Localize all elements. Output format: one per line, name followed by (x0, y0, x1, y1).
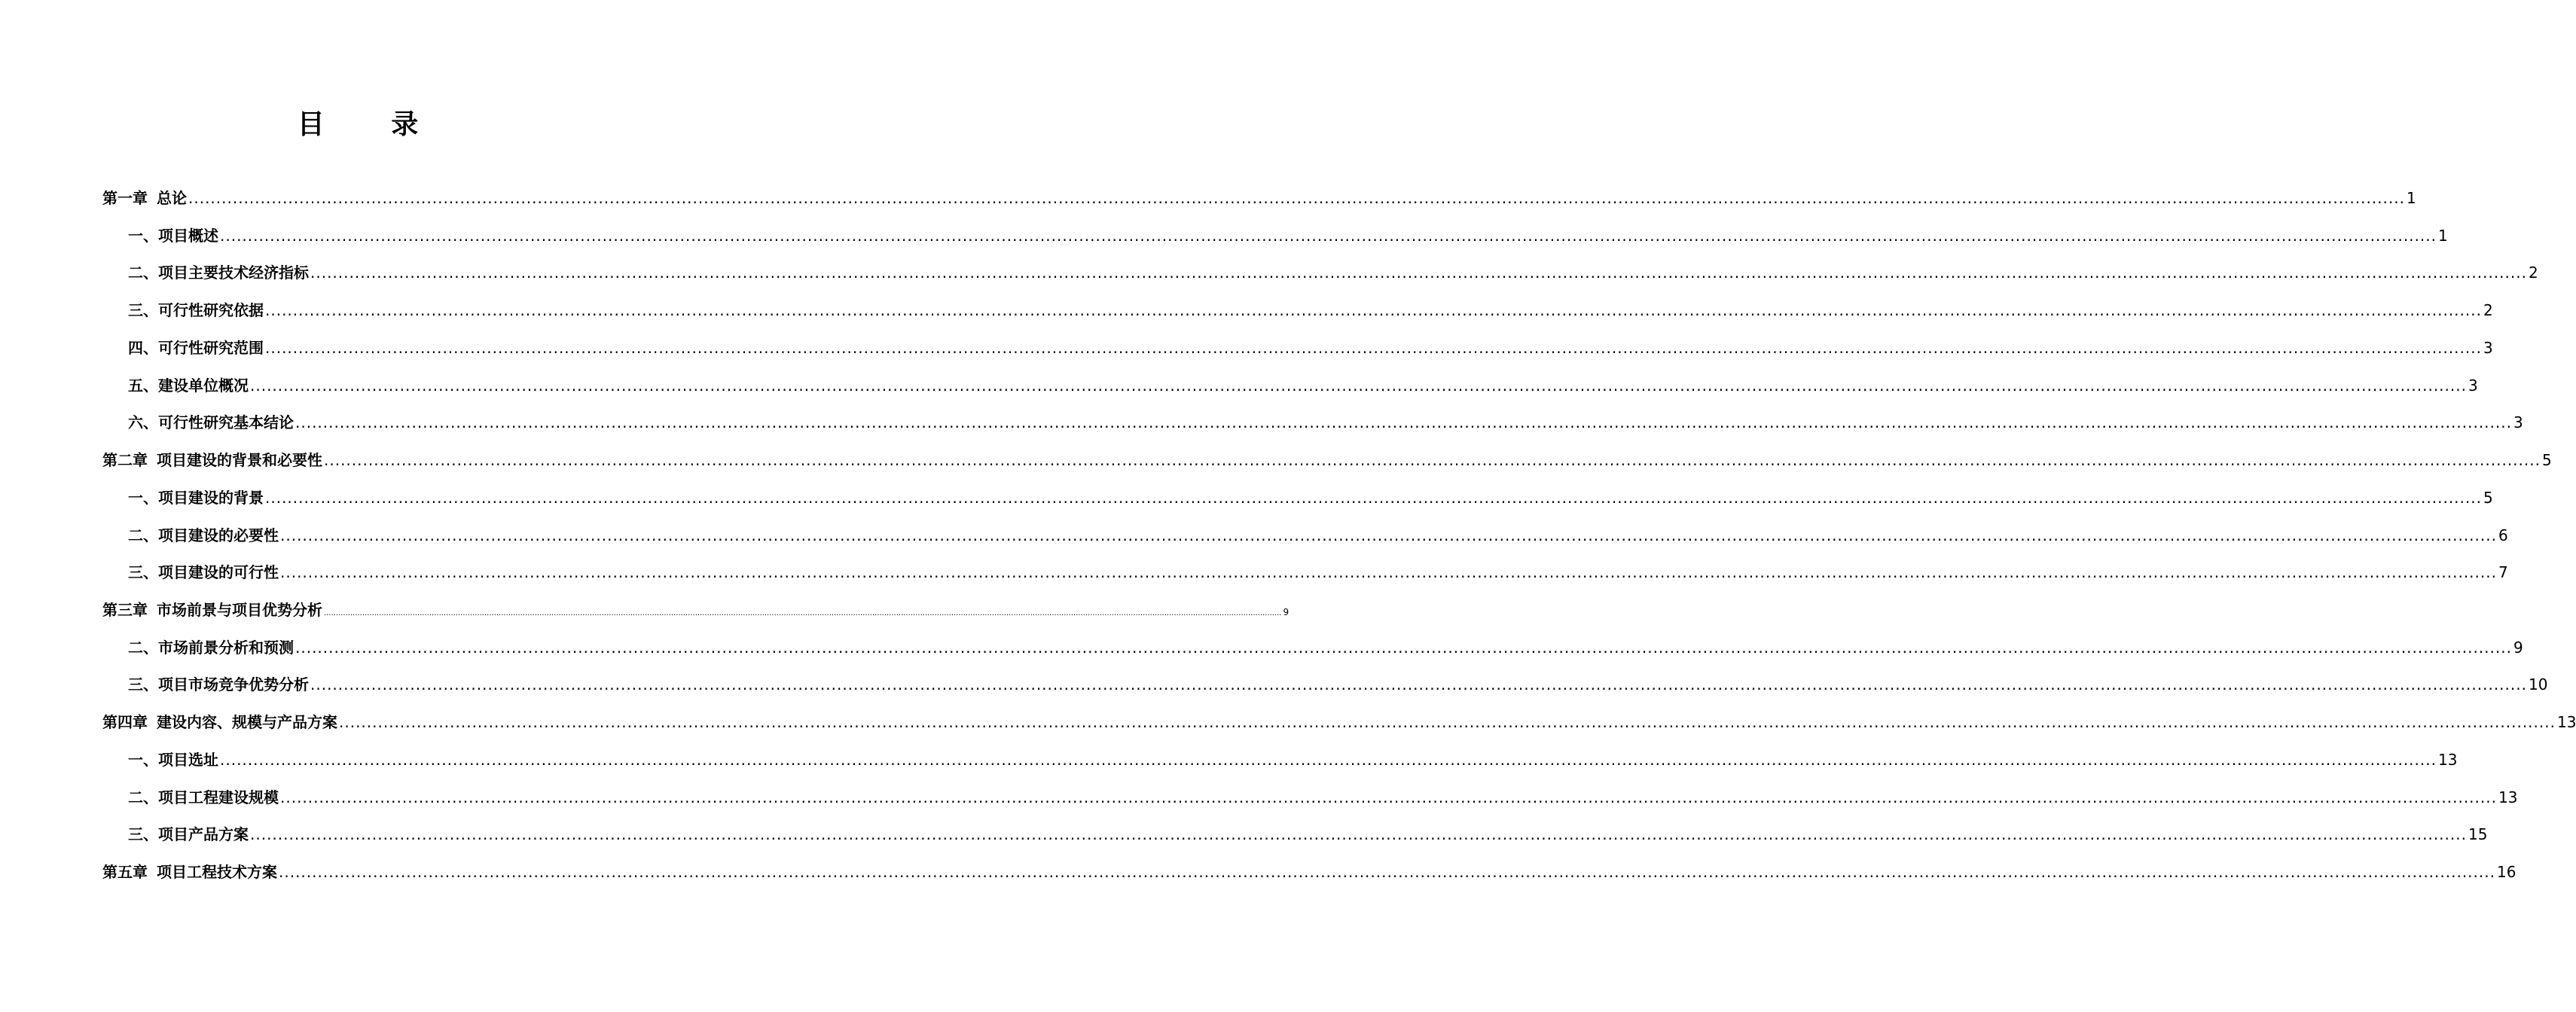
page-number: 1 (2406, 189, 2416, 207)
page-number: 6 (2498, 526, 2508, 544)
section-label: 一、项目选址 (128, 751, 218, 769)
page-number: 2 (2528, 264, 2538, 282)
dot-leader: ................................................................................................................................................................................................................................................................................................................................................................................................................ (295, 639, 2512, 657)
toc-section[interactable] (128, 779, 2518, 816)
page-number: 3 (2468, 376, 2478, 395)
page-number: 2 (2483, 301, 2493, 319)
dot-leader: ................................................................................................................................................................................................................................................................................................................................................................................................................ (339, 713, 2556, 731)
page-number: 3 (2483, 339, 2493, 357)
toc-chapter-4[interactable] (102, 703, 2576, 741)
section-label: 五、建设单位概况 (128, 376, 249, 395)
page-number: 1 (2437, 227, 2448, 245)
page-number: 3 (2513, 413, 2523, 431)
toc-section[interactable] (128, 741, 2458, 779)
toc-chapter-2[interactable] (102, 441, 2552, 479)
dot-leader: ................................................................................................................................................................................................................................................................................................................................................................................................................ (265, 339, 2482, 357)
section-label: 三、项目市场竞争优势分析 (128, 675, 309, 693)
toc-section[interactable] (128, 479, 2493, 517)
page-number: 13 (2556, 713, 2576, 731)
chapter-label: 建设内容、规模与产品方案 (157, 713, 337, 731)
toc-section[interactable] (128, 815, 2488, 853)
section-label: 六、可行性研究基本结论 (128, 413, 294, 431)
section-label: 三、项目建设的可行性 (128, 563, 279, 581)
page-title: 目 录 (297, 109, 447, 140)
toc-section[interactable] (128, 404, 2523, 441)
chapter-label: 项目建设的背景和必要性 (157, 451, 322, 469)
page-number: 13 (2498, 788, 2518, 806)
dot-leader: ................................................................................................................................................................................................................................................................................................................................................................................................................ (280, 788, 2497, 806)
dot-leader: ................................................................................................................................................................................................................................................................................................................................................................................................................ (280, 563, 2497, 581)
toc-section[interactable] (128, 217, 2448, 255)
chapter-label: 项目工程技术方案 (157, 863, 277, 881)
toc-section[interactable] (128, 367, 2478, 404)
dot-leader: ................................................................................................................................................................................................................................................................................................................................................................................................................ (295, 413, 2512, 431)
page-number: 10 (2528, 675, 2548, 693)
section-label: 一、项目概述 (128, 227, 218, 245)
dot-leader: ................................................................................................................................................................................................................................................................................................................................................................................................................ (220, 751, 2437, 769)
dot-leader: ................................................................................................................................................................................................................................................................................................................................................................................................................ (310, 675, 2527, 693)
chapter-number: 第五章 (102, 863, 148, 881)
toc-entry-title (102, 853, 277, 891)
section-label: 三、可行性研究依据 (128, 301, 264, 319)
page-number: 9 (2513, 639, 2523, 657)
dot-leader: ................................................................................................................................................................................................................................................................................................................................................................................................................ (324, 609, 1282, 617)
dot-leader: ................................................................................................................................................................................................................................................................................................................................................................................................................ (250, 376, 2467, 395)
toc-section[interactable] (128, 329, 2493, 367)
page-number: 15 (2468, 825, 2488, 843)
chapter-number: 第三章 (102, 601, 148, 619)
page-number: 5 (2541, 451, 2552, 469)
page-number: 16 (2496, 863, 2516, 881)
toc-section[interactable] (128, 517, 2508, 554)
toc-chapter-5[interactable] (102, 853, 2516, 891)
section-label: 三、项目产品方案 (128, 825, 249, 843)
toc-chapter-3[interactable] (102, 591, 1290, 629)
toc-entry-title (102, 441, 322, 479)
dot-leader: ................................................................................................................................................................................................................................................................................................................................................................................................................ (279, 863, 2495, 881)
toc-entry-title (102, 703, 337, 741)
dot-leader: ................................................................................................................................................................................................................................................................................................................................................................................................................ (250, 825, 2467, 843)
toc-section[interactable] (128, 629, 2523, 666)
toc-chapter-1[interactable] (102, 179, 2416, 217)
toc-section[interactable] (128, 553, 2508, 591)
section-label: 四、可行性研究范围 (128, 339, 264, 357)
toc-entry-title (102, 179, 187, 217)
dot-leader: ................................................................................................................................................................................................................................................................................................................................................................................................................ (265, 489, 2482, 507)
chapter-number: 第一章 (102, 189, 148, 207)
dot-leader: ................................................................................................................................................................................................................................................................................................................................................................................................................ (220, 227, 2437, 245)
section-label: 二、项目建设的必要性 (128, 526, 279, 544)
page-number: 13 (2437, 751, 2458, 769)
page-number: 9 (1283, 607, 1290, 617)
dot-leader: ................................................................................................................................................................................................................................................................................................................................................................................................................ (324, 451, 2541, 469)
chapter-label: 总论 (157, 189, 187, 207)
toc-section[interactable] (128, 666, 2548, 703)
chapter-number: 第四章 (102, 713, 148, 731)
dot-leader: ................................................................................................................................................................................................................................................................................................................................................................................................................ (188, 189, 2405, 207)
dot-leader: ................................................................................................................................................................................................................................................................................................................................................................................................................ (265, 301, 2482, 319)
dot-leader: ................................................................................................................................................................................................................................................................................................................................................................................................................ (310, 264, 2527, 282)
chapter-label: 市场前景与项目优势分析 (157, 601, 322, 619)
toc-section[interactable] (128, 254, 2538, 291)
section-label: 一、项目建设的背景 (128, 489, 264, 507)
page-number: 7 (2498, 563, 2508, 581)
dot-leader: ................................................................................................................................................................................................................................................................................................................................................................................................................ (280, 526, 2497, 544)
page-number: 5 (2483, 489, 2493, 507)
section-label: 二、项目工程建设规模 (128, 788, 279, 806)
section-label: 二、项目主要技术经济指标 (128, 264, 309, 282)
toc-section[interactable] (128, 291, 2493, 329)
chapter-number: 第二章 (102, 451, 148, 469)
section-label: 二、市场前景分析和预测 (128, 639, 294, 657)
toc-entry-title (102, 591, 322, 629)
